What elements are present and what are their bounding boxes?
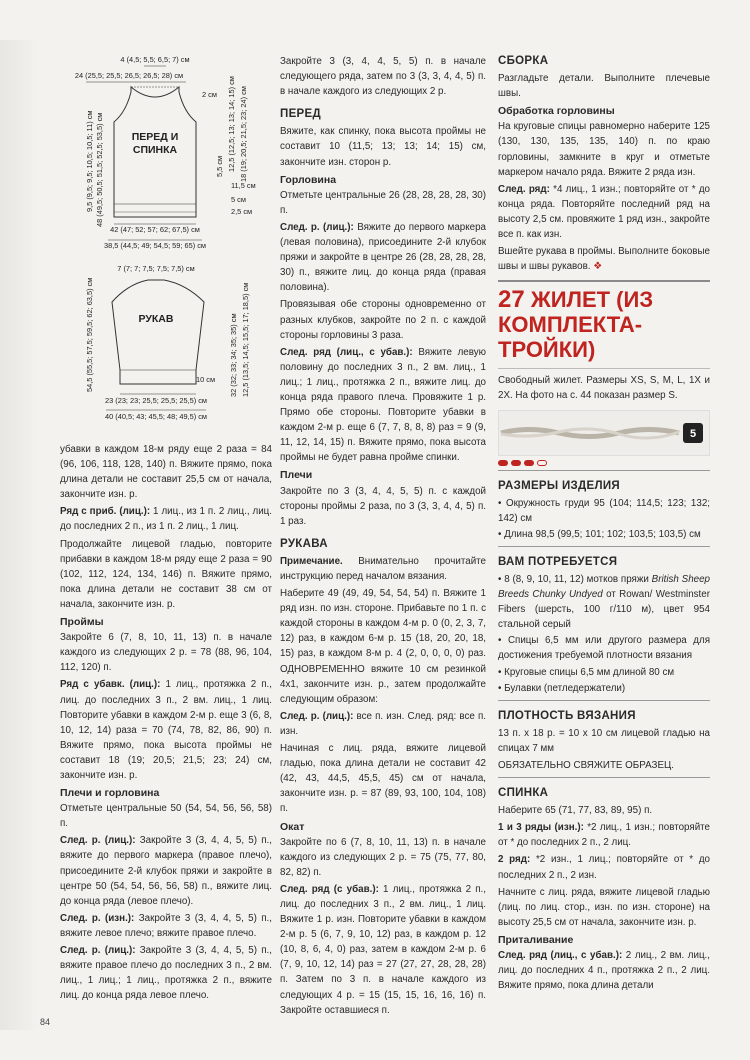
c2-p1: Закройте 3 (3, 4, 4, 5, 5) п. в начале следующего ряда, затем по 3 (3, 3, 4, 4, 5) п. в начале каждого из следующих 2 р. [280, 56, 486, 98]
c3-razmer-2: • Длина 98,5 (99,5; 101; 102; 103,5; 103,5) см [498, 528, 701, 540]
c3-heading-razmery: РАЗМЕРЫ ИЗДЕЛИЯ [498, 479, 620, 492]
c2-p5: Провязывая обе стороны одновременно от разных клубков, закройте по 2 п. с каждой стороны горловины 3 раза. [280, 299, 486, 341]
page-number: 84 [40, 1017, 51, 1027]
dim-right-1: 12,5 (12,5; 13; 13; 14; 15) см [227, 76, 236, 172]
column-1 [60, 442, 272, 1005]
c3-s4: Начните с лиц. ряда, вяжите лицевой гладью (лиц. по лиц. стор., изн. по изн. стороне) на высоту 25,5 см от начала, закончите изн. р. [498, 886, 710, 928]
schematic-diagram [56, 52, 274, 452]
c1-p7: След. р. (лиц.): Закройте 3 (3, 4, 4, 5, 5) п., вяжите до первого маркера (правое плечо), присоедините 2-й клубок пряжи и закройте в центре 50 (54, 54, 56, 56, 58) п., вяжите лиц. до конца ряда (левое плечо). [60, 835, 272, 907]
c1-p3: Продолжайте лицевой гладью, повторите прибавки в каждом 18-м ряду еще 2 раза = 90 (102, 112, 124, 134, 146) п. Вяжите прямо, пока длина детали не составит 38 см от начала, закончите изн. р. [60, 538, 272, 610]
c2-heading-gorl: Горловина [280, 173, 337, 186]
yarn-weight-badge: 5 [689, 427, 697, 440]
dim-sleeve-top: 7 (7; 7; 7,5; 7,5; 7,5) см [117, 264, 195, 273]
c1-p1: убавки в каждом 18-м ряду еще 2 раза = 84 (96, 106, 118, 128, 140) п. Вяжите прямо, пока длина детали не составит 25,5 см от начала, закончите изн. р. [60, 444, 272, 501]
c2-p7: Закройте по 3 (3, 4, 4, 5, 5) п. с каждой стороны проймы 2 раза, по 3 (3, 3, 4, 4, 5) п. 1 раз. [280, 485, 486, 527]
c3-s5: След. ряд (лиц., с убав.): 2 лиц., 2 вм. лиц., лиц. до последних 4 п., протяжка 2 п., 2 лиц. Вяжите прямо, пока длина детали [498, 950, 710, 992]
body-label-1: ПЕРЕД И [131, 131, 179, 143]
dim-left-height: 9,5 (9,5; 9,5; 10,5; 10,5; 11) см [85, 110, 94, 212]
c3-p2: На круговые спицы равномерно наберите 125 (130, 130, 135, 135, 140) п. по краю горловины, замкните в круг и отметьте маркером начало ряда. Вяжите 2 ряда изн. [498, 121, 710, 178]
c3-s2: 1 и 3 ряды (изн.): *2 лиц., 1 изн.; повторяйте от * до последних 2 п., 2 лиц. [498, 822, 710, 849]
pattern-title: 27 ЖИЛЕТ (ИЗ КОМПЛЕКТА-ТРОЙКИ) [498, 286, 654, 363]
c2-p2: Вяжите, как спинку, пока высота проймы не составит 10 (11,5; 13; 13; 14; 15) см, закончите изн. сторон р. [280, 126, 486, 168]
c3-nado-1: • 8 (8, 9, 10, 11, 12) мотков пряжи British Sheep Breeds Chunky Undyed от Rowan/ Westminster Fibers (шерсть, 100 г/110 м), цвет 954 стальной серый [498, 573, 710, 631]
yarn-strand-icon [499, 411, 711, 455]
c2-p10: След. р. (лиц.): все п. изн. След. ряд: все п. изн. [280, 710, 486, 737]
c1-p4: Закройте 6 (7, 8, 10, 11, 13) п. в начале каждого из следующих 2 р. = 78 (88, 96, 104, 112, 120) п. [60, 632, 272, 674]
c2-p3: Отметьте центральные 26 (28, 28, 28, 28, 30) п. [280, 189, 486, 216]
c3-heading-nado: ВАМ ПОТРЕБУЕТСЯ [498, 555, 618, 568]
dim-sleeve-left2: 32 (32; 33; 34; 35; 35) см [229, 313, 238, 397]
dim-sleeve-left: 54,5 (55,5; 57,5; 59,5; 62; 63,5) см [85, 277, 94, 392]
diamond-icon: ❖ [593, 261, 603, 273]
c3-p1: Разгладьте детали. Выполните плечевые швы. [498, 73, 710, 100]
sleeve-label: РУКАВ [138, 313, 174, 325]
c3-heading-prital: Приталивание [498, 933, 574, 946]
c3-heading-obr: Обработка горловины [498, 105, 615, 118]
body-label-2: СПИНКА [132, 144, 178, 156]
c2-p11: Начиная с лиц. ряда, вяжите лицевой гладью, пока длина детали не составит 42 (42, 43, 44,5, 45,5, 45) см от начала, закончите изн. р. = 87 (89, 93, 100, 104, 108) п. [280, 743, 486, 815]
c3-plot-1: 13 п. х 18 р. = 10 х 10 см лицевой гладью на спицах 7 мм [498, 727, 710, 754]
c1-p9: След. р. (лиц.): Закройте 3 (3, 4, 4, 5, 5) п., вяжите правое плечо до последних 3 п., 2 вм. лиц., 1 лиц.; 1 лиц., протяжка 2 п., вяжите лиц. до конца ряда левое плечо. [60, 945, 272, 1002]
c2-heading-pered: ПЕРЕД [280, 108, 321, 121]
dim-right-11-5: 11,5 см [231, 181, 256, 190]
dim-neck-depth: 2 см [202, 90, 217, 99]
c1-p6: Отметьте центральные 50 (54, 54, 56, 56, 58) п. [60, 803, 272, 830]
c2-p6: След. ряд (лиц., с убав.): Вяжите левую половину до последних 3 п., 2 вм. лиц., 1 лиц.; 1 лиц., протяжка 2 п., вяжите лиц. до конца ряда правого плеча. Провяжите 1 р. Прямо обе стороны. Повторите убавки в каждом 2-м р. еще 6 (7, 7, 8, 8, 8) раз = 9 (9, 11, 12, 14, 15) п. Вяжите прямо, пока высота проймы не будет равна пройме спинки. [280, 346, 486, 464]
dim-right-5: 5 см [231, 195, 246, 204]
c2-p4: След. р. (лиц.): Вяжите до первого маркера (левая половина), присоедините 2-й клубок пряжи и закройте в центре 26 (28, 28, 28, 28, 30) п., вяжите лиц. до конца ряда (правая половина). [280, 221, 486, 294]
c3-heading-sborka: СБОРКА [498, 55, 549, 67]
c2-p12: Закройте по 6 (7, 8, 10, 11, 13) п. в начале каждого из следующих 2 р. = 75 (75, 77, 80, 82, 82) п. [280, 836, 486, 878]
c3-heading-spinka: СПИНКА [498, 787, 549, 800]
dim-bottom-38: 38,5 (44,5; 49; 54,5; 59; 65) см [103, 241, 207, 250]
c3-nado-4: • Булавки (петледержатели) [498, 682, 626, 694]
c3-nado-2: • Спицы 6,5 мм или другого размера для достижения требуемой плотности вязания [498, 635, 710, 662]
dim-right-2-5: 2,5 см [231, 207, 253, 216]
c3-plot-2: ОБЯЗАТЕЛЬНО СВЯЖИТЕ ОБРАЗЕЦ. [498, 760, 674, 771]
dim-right-5-5: 5,5 см [215, 155, 224, 177]
dim-sleeve-cuff: 10 см [196, 375, 216, 384]
yarn-swatch [498, 410, 710, 456]
dim-left-height-total: 48 (49,5; 50,5; 51,5; 52,5; 53,5) см [95, 112, 104, 227]
dim-sleeve-bottom2: 40 (40,5; 43; 45,5; 48; 49,5) см [104, 412, 208, 421]
c1-p8: След. р. (изн.): Закройте 3 (3, 4, 4, 5, 5) п., вяжите левое плечо; вяжите правое плечо. [60, 912, 272, 939]
pattern-intro: Свободный жилет. Размеры XS, S, M, L, 1X и 2X. На фото на с. 44 показан размер S. [498, 368, 710, 403]
c3-p3: След. ряд: *4 лиц., 1 изн.; повторяйте от * до конца ряда. Повторяйте последний ряд на высоту 2,5 см. провяжите 1 ряд изн., закройте все п. как изн. [498, 183, 710, 241]
section-divider [498, 280, 710, 282]
c2-heading-okat: Окат [280, 820, 305, 833]
difficulty-indicator [498, 460, 710, 466]
c3-s3: 2 ряд: *2 изн., 1 лиц.; повторяйте от * до последних 2 п., 2 изн. [498, 854, 710, 881]
c3-razmer-1: • Окружность груди 95 (104; 114,5; 123; 132; 142) см [498, 497, 710, 524]
c2-p13: След. ряд (с убав.): 1 лиц., протяжка 2 п., лиц. до последних 3 п., 2 вм. лиц., 1 лиц. Вяжите 1 р. изн. Повторите убавки в каждом 2-м р. 5 (6, 7, 9, 10, 12) раз, в каждом р. 12 (10, 8, 6, 4, 0) раз, затем в каждом 2-м р. 6 (7, 9, 10, 12, 14) раз = 27 (27, 27, 28, 28, 28) п. Затем по 3 п. в начале каждого из следующих 4 р. = 15 (15, 15, 16, 16, 16) п. Закройте оставшиеся п. [280, 883, 486, 1016]
c3-heading-plot: ПЛОТНОСТЬ ВЯЗАНИЯ [498, 709, 636, 722]
c2-heading-rukava: РУКАВА [280, 537, 328, 550]
dim-bottom-42: 42 (47; 52; 57; 62; 67,5) см [110, 225, 200, 234]
c3-nado-3: • Круговые спицы 6,5 мм длиной 80 см [498, 666, 675, 678]
c3-s1: Наберите 65 (71, 77, 83, 89, 95) п. [498, 805, 653, 817]
c1-heading-proimy: Проймы [60, 616, 104, 629]
dim-right-armhole: 18 (19; 20,5; 21,5; 23; 24) см [239, 86, 248, 182]
dim-shoulder: 24 (25,5; 25,5; 26,5; 26,5; 28) см [74, 71, 184, 80]
left-page-bleed [0, 40, 40, 1030]
dim-sleeve-bottom1: 23 (23; 23; 25,5; 25,5; 25,5) см [104, 396, 208, 405]
c2-heading-plechi: Плечи [280, 469, 313, 482]
dim-top-width: 4 (4,5; 5,5; 6,5; 7) см [120, 55, 190, 64]
c3-p4: Вшейте рукава в проймы. Выполните боковые швы и швы рукавов. ❖ [498, 246, 710, 273]
c1-p2: Ряд с приб. (лиц.): 1 лиц., из 1 п. 2 лиц., лиц. до последних 2 п., из 1 п. 2 лиц., 1 лиц. [60, 506, 273, 533]
column-2 [280, 54, 486, 1020]
c1-p5: Ряд с убавк. (лиц.): 1 лиц., протяжка 2 п., лиц. до последних 3 п., 2 вм. лиц., 1 лиц. Повторите убавки в каждом 2-м р. еще 3 (6, 8, 10, 12, 14) раза = 70 (74, 78, 82, 86, 90) п. Вяжите прямо, пока высота проймы не составит 18 (19; 20,5; 21,5; 23; 24) см, закончите изн. р. [60, 679, 272, 781]
c2-p9: Наберите 49 (49, 49, 54, 54, 54) п. Вяжите 1 ряд изн. по изн. стороне. Прибавьте по 1 п. с каждой стороны в каждом 4-м р. 0 (0, 2, 3, 7, 12) раз, в каждом 6-м р. 15 (18, 20, 20, 18, 15) раз, в каждом 8-м р. 4 (2, 0, 0, 0, 0) раз. ОДНОВРЕМЕННО вяжите 10 см резинкой 4х1, закончите изн. р., затем продолжайте следующим образом: [280, 588, 486, 705]
c1-heading-plechi: Плечи и горловина [60, 787, 160, 800]
c2-p8: Примечание. Внимательно прочитайте инструкцию перед началом вязания. [280, 555, 486, 582]
sleeve-outline [112, 280, 204, 384]
column-3 [498, 54, 710, 995]
dim-sleeve-right: 12,5 (13,5; 14,5; 15,5; 17; 18,5) см [241, 282, 250, 397]
